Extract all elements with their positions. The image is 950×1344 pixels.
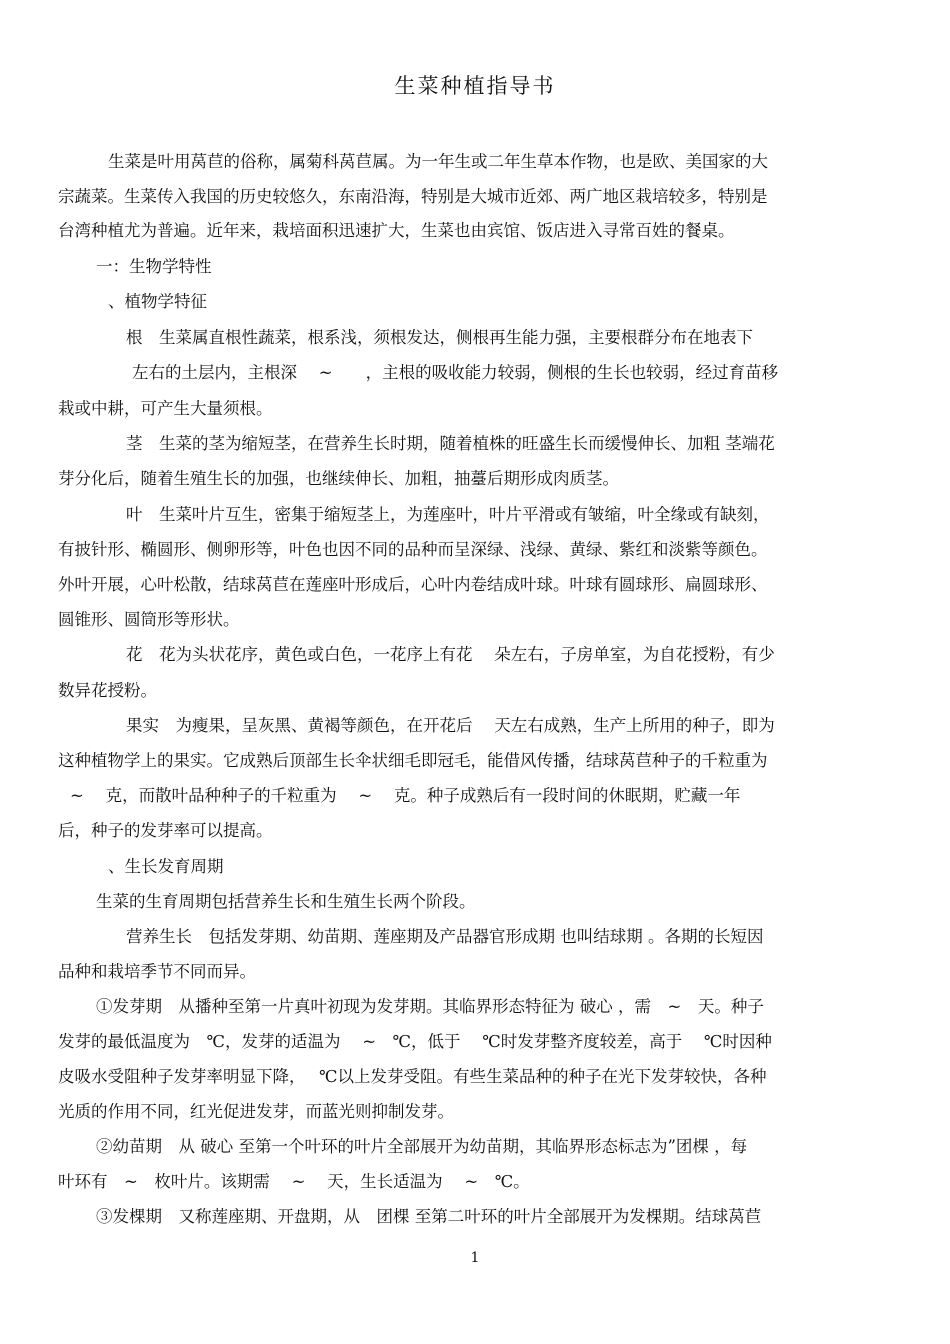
- text-line: 栽或中耕，可产生大量须根。: [58, 399, 273, 418]
- text-line: 外叶开展，心叶松散，结球莴苣在莲座叶形成后，心叶内卷结成叶球。叶球有圆球形、扁圆球形、: [58, 575, 768, 594]
- text-line: ①发芽期 从播种至第一片真叶初现为发芽期。其临界形态特征为 破心 ，需 ~ 天。种子: [96, 997, 764, 1016]
- text-line: 左右的土层内，主根深 ~ ，主根的吸收能力较弱，侧根的生长也较弱，经过育苗移: [132, 363, 779, 382]
- text-line: 后，种子的发芽率可以提高。: [58, 821, 273, 840]
- text-line: 果实 为瘦果，呈灰黑、黄褐等颜色，在开花后 天左右成熟，生产上所用的种子，即为: [126, 716, 775, 735]
- text-line: 发芽的最低温度为 ℃，发芽的适温为 ~ ℃，低于 ℃时发芽整齐度较差，高于 ℃时因种: [58, 1032, 772, 1051]
- section-heading: 一：生物学特性: [96, 257, 212, 276]
- text-line: ③发棵期 又称莲座期、开盘期，从 团棵 至第二叶环的叶片全部展开为发棵期。结球莴苣: [96, 1207, 762, 1226]
- text-line: 根 生菜属直根性蔬菜，根系浅，须根发达，侧根再生能力强，主要根群分布在地表下: [126, 328, 753, 347]
- subsection-heading: 、生长发育周期: [108, 857, 224, 876]
- subsection-heading: 、植物学特征: [108, 292, 207, 311]
- document-title: 生菜种植指导书: [394, 74, 556, 98]
- text-line: 台湾种植尤为普遍。近年来，栽培面积迅速扩大，生菜也由宾馆、饭店进入寻常百姓的餐桌。: [58, 221, 735, 240]
- text-line: 叶 生菜叶片互生，密集于缩短茎上，为莲座叶，叶片平滑或有皱缩，叶全缘或有缺刻，: [126, 505, 770, 524]
- text-line: 圆锥形、圆筒形等形状。: [58, 610, 240, 629]
- text-line: 有披针形、椭圆形、侧卵形等，叶色也因不同的品种而呈深绿、浅绿、黄绿、紫红和淡紫等颜色。: [58, 540, 768, 559]
- text-line: 宗蔬菜。生菜传入我国的历史较悠久，东南沿海，特别是大城市近郊、两广地区栽培较多，特别是: [58, 187, 768, 206]
- text-line: 生菜的生育周期包括营养生长和生殖生长两个阶段。: [96, 892, 476, 911]
- text-line: 茎 生菜的茎为缩短茎，在营养生长时期，随着植株的旺盛生长而缓慢伸长、加粗 茎端花: [126, 434, 775, 453]
- text-line: 生菜是叶用莴苣的俗称，属菊科莴苣属。为一年生或二年生草本作物，也是欧、美国家的大: [108, 152, 768, 171]
- text-line: 品种和栽培季节不同而异。: [58, 962, 256, 981]
- text-line: ~ 克，而散叶品种种子的千粒重为 ~ 克。种子成熟后有一段时间的休眠期，贮藏一年: [70, 786, 741, 805]
- text-line: 皮吸水受阻种子发芽率明显下降， ℃以上发芽受阻。有些生菜品种的种子在光下发芽较快，各种: [58, 1067, 767, 1086]
- text-line: ②幼苗期 从 破心 至第一个叶环的叶片全部展开为幼苗期，其临界形态标志为”团棵 ，每: [96, 1137, 748, 1156]
- text-line: 花 花为头状花序，黄色或白色，一花序上有花 朵左右，子房单室，为自花授粉，有少: [126, 645, 775, 664]
- page-number: 1: [470, 1250, 480, 1266]
- text-line: 光质的作用不同，红光促进发芽，而蓝光则抑制发芽。: [58, 1102, 454, 1121]
- text-line: 芽分化后，随着生殖生长的加强，也继续伸长、加粗，抽薹后期形成肉质茎。: [58, 469, 619, 488]
- text-line: 数异花授粉。: [58, 681, 157, 700]
- text-line: 营养生长 包括发芽期、幼苗期、莲座期及产品器官形成期 也叫结球期 。各期的长短因: [126, 927, 764, 946]
- text-line: 这种植物学上的果实。它成熟后顶部生长伞状细毛即冠毛，能借风传播，结球莴苣种子的千粒重为: [58, 751, 768, 770]
- text-line: 叶环有 ~ 枚叶片。该期需 ~ 天，生长适温为 ~ ℃。: [58, 1172, 530, 1191]
